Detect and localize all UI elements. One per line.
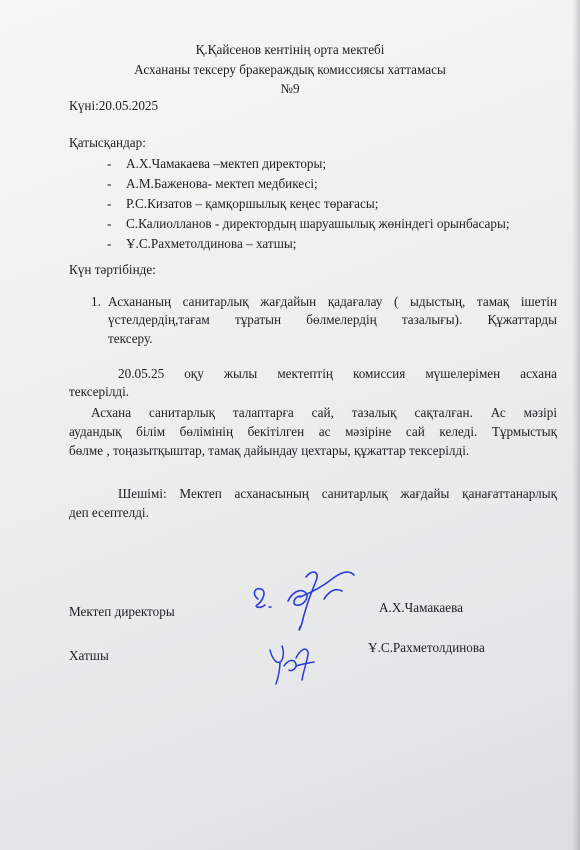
- list-bullet: -: [107, 196, 112, 211]
- secretary-label: Хатшы: [69, 648, 109, 663]
- decision-line: деп есептелді.: [69, 505, 149, 520]
- list-bullet: -: [107, 216, 112, 231]
- body-paragraph-line: аудандық білім бөлімінің бекітілген ас мәзіріне сай келеді. Тұрмыстық: [69, 424, 557, 439]
- participant-item: Р.С.Кизатов – қамқоршылық кеңес төрағасы;: [126, 196, 379, 211]
- participant-item: Ұ.С.Рахметолдинова – хатшы;: [126, 236, 297, 251]
- document-date: Күні:20.05.2025: [69, 98, 159, 113]
- agenda-item-line: Асхананың санитарлық жағдайын қадағалау ( ыдыстың, тамақ ішетін: [108, 294, 557, 309]
- participant-item: А.Х.Чамакаева –мектеп директоры;: [126, 156, 327, 171]
- participant-item: А.М.Баженова- мектеп медбикесі;: [126, 176, 318, 191]
- body-paragraph-line: Асхана санитарлық талаптарға сай, тазалық сақталған. Ас мәзірі: [91, 405, 557, 420]
- director-signature-image: [248, 565, 368, 635]
- agenda-item-number: 1.: [91, 294, 101, 309]
- school-name: Қ.Қайсенов кентінің орта мектебі: [195, 42, 385, 57]
- participant-item: С.Калиолланов - директордың шаруашылық жөніндегі орынбасары;: [126, 216, 510, 231]
- agenda-heading: Күн тәртібінде:: [69, 262, 156, 277]
- agenda-item-line: тексеру.: [108, 331, 153, 346]
- list-bullet: -: [107, 176, 112, 191]
- secretary-signature-image: [262, 636, 322, 688]
- document-number: №9: [280, 81, 300, 96]
- body-paragraph-line: бөлме , тоңазытқыштар, тамақ дайындау цехтары, құжаттар тексерілді.: [69, 443, 470, 458]
- list-bullet: -: [107, 236, 112, 251]
- secretary-name: Ұ.С.Рахметолдинова: [368, 640, 485, 655]
- decision-line: Шешімі: Мектеп асханасының санитарлық жағдайы қанағаттанарлық: [118, 486, 557, 501]
- director-name: А.Х.Чамакаева: [379, 600, 463, 615]
- participants-heading: Қатысқандар:: [69, 135, 146, 150]
- body-paragraph-line: тексерілді.: [69, 384, 130, 399]
- director-label: Мектеп директоры: [69, 604, 175, 619]
- list-bullet: -: [107, 156, 112, 171]
- paper-edge-shadow: [572, 0, 580, 850]
- agenda-item-line: үстелдердің,тағам тұратын бөлмелердің тазалығы). Құжаттарды: [108, 312, 557, 327]
- body-paragraph-line: 20.05.25 оқу жылы мектептің комиссия мүшелерімен асхана: [118, 366, 557, 381]
- document-title: Асхананы тексеру бракераждық комиссиясы хаттамасы: [134, 62, 446, 77]
